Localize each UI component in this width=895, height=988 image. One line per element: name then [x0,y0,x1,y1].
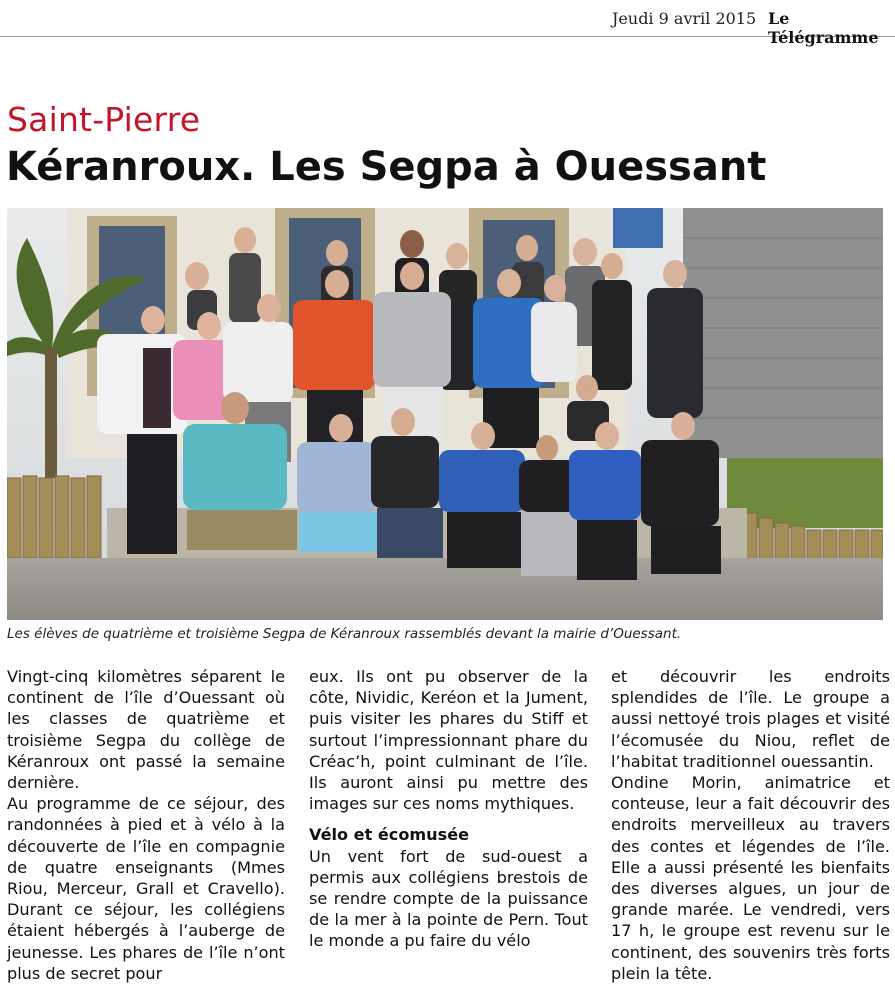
paragraph: et découvrir les endroits splendides de l’île. Le groupe a aussi nettoyé trois plages et visité l’écomusée du Niou, reflet de l’habitat traditionnel ouessantin. [611,667,890,771]
article-subheading: Vélo et écomusée [309,825,470,845]
article-column-2 [309,666,588,952]
paragraph: Un vent fort de sud-ouest a permis aux collégiens brestois de se rendre compte de la puissance de la mer à la pointe de Pern. Tout le monde a pu faire du vélo [309,846,588,951]
paragraph: eux. Ils ont pu observer de la côte, Nividic, Keréon et la Jument, puis visiter les phares du Stiff et surtout l’impressionnant phare du Créac’h, point culminant de l’île. Ils auront ainsi pu mettre des images sur ces noms mythiques. [309,667,588,814]
group-photo-illustration [7,208,883,620]
group-photo [7,208,883,620]
issue-date: Jeudi 9 avril 2015 [612,9,757,28]
paragraph: Vingt-cinq kilomètres séparent le continent de l’île d’Ouessant où les classes de quatrième et troisième Segpa du collège de Kéranroux ont passé la semaine dernière. [7,667,285,793]
publication-name: Le Télégramme [768,9,879,47]
photo-caption: Les élèves de quatrième et troisième Segpa de Kéranroux rassemblés devant la mairie d’Ouessant. [7,626,682,642]
article-kicker: Saint-Pierre [7,100,201,139]
page-header [0,0,895,47]
article-column-1 [7,666,285,984]
article-headline: Kéranroux. Les Segpa à Ouessant [6,144,767,190]
article-column-3 [611,666,890,984]
paragraph: Ondine Morin, animatrice et conteuse, leur a fait découvrir des endroits merveilleux au travers des contes et légendes de l’île. Elle a aussi présenté les bienfaits des diverses algues, un jour de grande marée. Le vendredi, vers 17 h, le groupe est revenu sur le continent, des souvenirs très forts plein la tête. [611,773,890,983]
paragraph: Au programme de ce séjour, des randonnées à pied et à vélo à la découverte de l’île en compagnie de quatre enseignants (Mmes Riou, Merceur, Grall et Cravello). Durant ce séjour, les collégiens étaient hébergés à l’auberge de jeunesse. Les phares de l’île n’ont plus de secret pour [7,794,285,983]
